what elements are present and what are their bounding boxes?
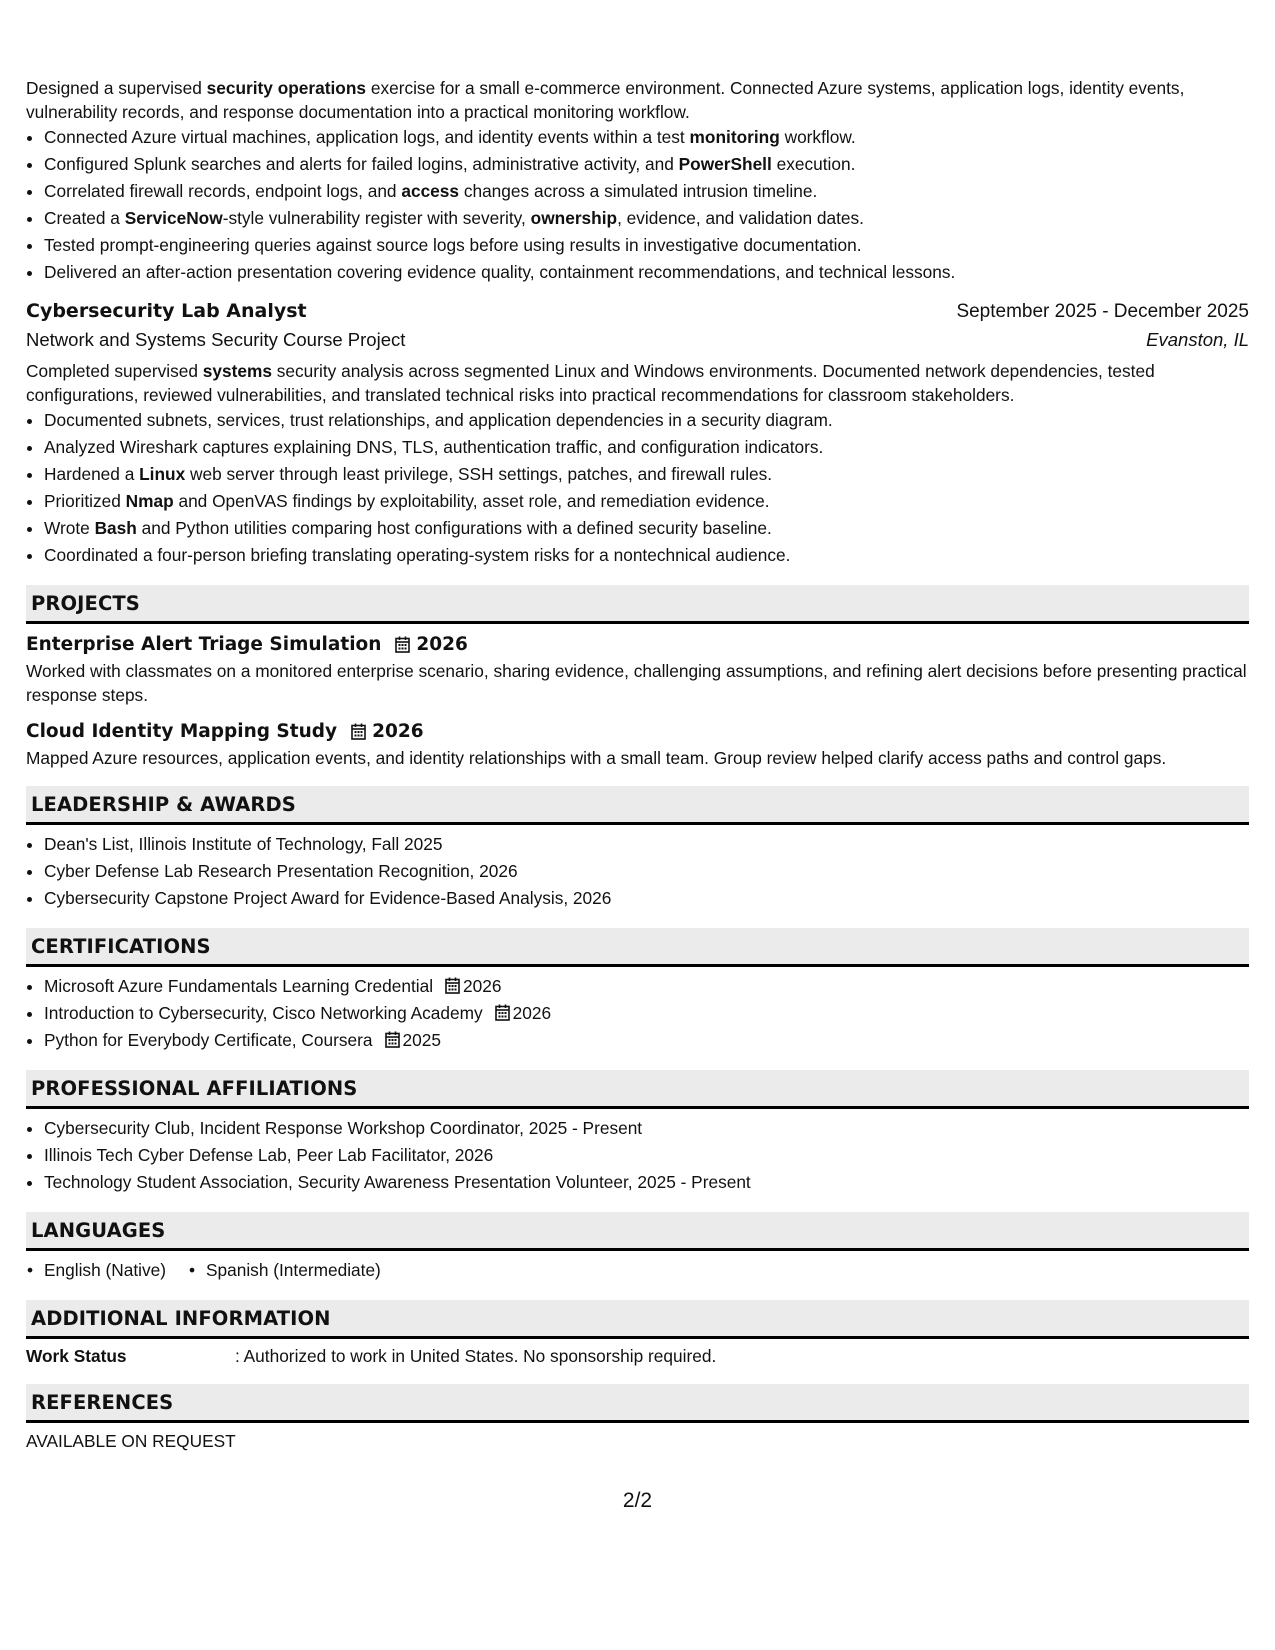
project-title: Cloud Identity Mapping Study [26, 721, 338, 742]
section-heading-leadership-awards [26, 786, 1249, 825]
experience-dates: September 2025 - December 2025 [956, 301, 1249, 322]
intro-bullet: • Created a ServiceNow-style vulnerability register with severity, ownership, evidence, and validation dates. [44, 205, 1249, 232]
intro-bullet: • Configured Splunk searches and alerts for failed logins, administrative activity, and PowerShell execution. [44, 151, 1249, 178]
bold-keyword: PowerShell [678, 154, 772, 174]
experience-paragraph: Completed supervised systems security analysis across segmented Linux and Windows environments. Documented network dependencies, tested configurations, reviewed vulnerabilities, and translated technical risks into practical recommendations for classroom stakeholders. [26, 361, 1155, 405]
experience-header [26, 300, 1249, 323]
bold-keyword: Nmap [125, 491, 174, 511]
intro-bullet: • Delivered an after-action presentation covering evidence quality, containment recommendations, and technical lessons. [44, 259, 1249, 286]
section-title: PROJECTS [31, 591, 140, 615]
project-header [26, 721, 1249, 742]
certification-item [44, 1027, 1249, 1054]
bold-keyword: ServiceNow [124, 208, 223, 228]
project-header [26, 634, 1249, 655]
intro-bullet: • Correlated firewall records, endpoint logs, and access changes across a simulated intrusion timeline. [44, 178, 1249, 205]
experience-title: Cybersecurity Lab Analyst [26, 300, 307, 322]
work-status-value: : Authorized to work in United States. No sponsorship required. [235, 1346, 717, 1366]
award-item: • Cybersecurity Capstone Project Award for Evidence-Based Analysis, 2026 [44, 885, 1249, 912]
awards-list [26, 831, 1249, 912]
section-heading-certifications [26, 928, 1249, 967]
section-heading-references [26, 1384, 1249, 1423]
intro-bullet-list [26, 124, 1249, 286]
award-item: • Cyber Defense Lab Research Presentation Recognition, 2026 [44, 858, 1249, 885]
bold-keyword: Linux [139, 464, 186, 484]
award-item: • Dean's List, Illinois Institute of Technology, Fall 2025 [44, 831, 1249, 858]
certification-item [44, 1000, 1249, 1027]
section-heading-additional-information [26, 1300, 1249, 1339]
affiliation-item: • Illinois Tech Cyber Defense Lab, Peer Lab Facilitator, 2026 [44, 1142, 1249, 1169]
section-title: REFERENCES [31, 1390, 174, 1414]
affiliation-item: • Cybersecurity Club, Incident Response Workshop Coordinator, 2025 - Present [44, 1115, 1249, 1142]
experience-bullet: • Analyzed Wireshark captures explaining DNS, TLS, authentication traffic, and configuration indicators. [44, 434, 1249, 461]
languages-list [26, 1257, 1249, 1284]
bold-keyword: security operations [206, 78, 367, 98]
language-item: • Spanish (Intermediate) [188, 1257, 381, 1284]
certification-year: 2025 [402, 1030, 441, 1050]
certification-name: Microsoft Azure Fundamentals Learning Credential [44, 976, 434, 996]
bold-keyword: Bash [94, 518, 137, 538]
page-number: 2/2 [622, 1489, 653, 1512]
intro-bullet: • Connected Azure virtual machines, application logs, and identity events within a test monitoring workflow. [44, 124, 1249, 151]
intro-bullet: • Tested prompt-engineering queries against source logs before using results in investigative documentation. [44, 232, 1249, 259]
calendar-icon [351, 723, 366, 740]
certifications-list [26, 973, 1249, 1054]
experience-bullet: • Coordinated a four-person briefing translating operating-system risks for a nontechnical audience. [44, 542, 1249, 569]
section-title: CERTIFICATIONS [31, 934, 211, 958]
certification-item [44, 973, 1249, 1000]
section-heading-projects [26, 585, 1249, 624]
experience-bullet: • Documented subnets, services, trust relationships, and application dependencies in a security diagram. [44, 407, 1249, 434]
experience-location: Evanston, IL [1146, 329, 1249, 350]
intro-paragraph: Designed a supervised security operations exercise for a small e-commerce environment. Connected Azure systems, application logs, identity events, vulnerability records, and response documentation into a practical monitoring workflow. [26, 78, 1185, 122]
project-description: Mapped Azure resources, application events, and identity relationships with a small team. Group review helped clarify access paths and control gaps. [26, 748, 1167, 768]
section-title: PROFESSIONAL AFFILIATIONS [31, 1076, 358, 1100]
section-heading-languages [26, 1212, 1249, 1251]
bold-keyword: ownership [530, 208, 618, 228]
bold-keyword: access [401, 181, 460, 201]
certification-name: Introduction to Cybersecurity, Cisco Networking Academy [44, 1003, 483, 1023]
certification-year: 2026 [512, 1003, 552, 1023]
experience-bullet: • Wrote Bash and Python utilities comparing host configurations with a defined security baseline. [44, 515, 1249, 542]
calendar-icon [395, 636, 410, 653]
certification-year: 2026 [463, 976, 502, 996]
language-item: • English (Native) [26, 1257, 166, 1284]
project-description: Worked with classmates on a monitored enterprise scenario, sharing evidence, challenging assumptions, and refining alert decisions before presenting practical response steps. [26, 661, 1247, 705]
project-year: 2026 [372, 721, 424, 742]
section-title: LANGUAGES [31, 1218, 166, 1242]
work-status-row [26, 1343, 1249, 1370]
experience-organization: Network and Systems Security Course Project [26, 329, 406, 350]
project-year: 2026 [416, 634, 468, 655]
project-title: Enterprise Alert Triage Simulation [26, 634, 382, 655]
certification-name: Python for Everybody Certificate, Coursera [44, 1030, 373, 1050]
bold-keyword: monitoring [689, 127, 780, 147]
affiliations-list [26, 1115, 1249, 1196]
bold-keyword: systems [202, 361, 272, 381]
affiliation-item: • Technology Student Association, Security Awareness Presentation Volunteer, 2025 - Present [44, 1169, 1249, 1196]
calendar-icon [445, 977, 460, 994]
section-heading-affiliations [26, 1070, 1249, 1109]
section-title: ADDITIONAL INFORMATION [31, 1306, 331, 1330]
experience-bullet: • Prioritized Nmap and OpenVAS findings by exploitability, asset role, and remediation evidence. [44, 488, 1249, 515]
section-title: LEADERSHIP & AWARDS [31, 792, 296, 816]
experience-bullet: • Hardened a Linux web server through least privilege, SSH settings, patches, and firewall rules. [44, 461, 1249, 488]
experience-bullet-list [26, 407, 1249, 569]
calendar-icon [495, 1004, 510, 1021]
work-status-label: Work Status [26, 1346, 127, 1366]
experience-subheader [26, 329, 1249, 351]
calendar-icon [385, 1031, 400, 1048]
references-text: AVAILABLE ON REQUEST [26, 1431, 236, 1451]
